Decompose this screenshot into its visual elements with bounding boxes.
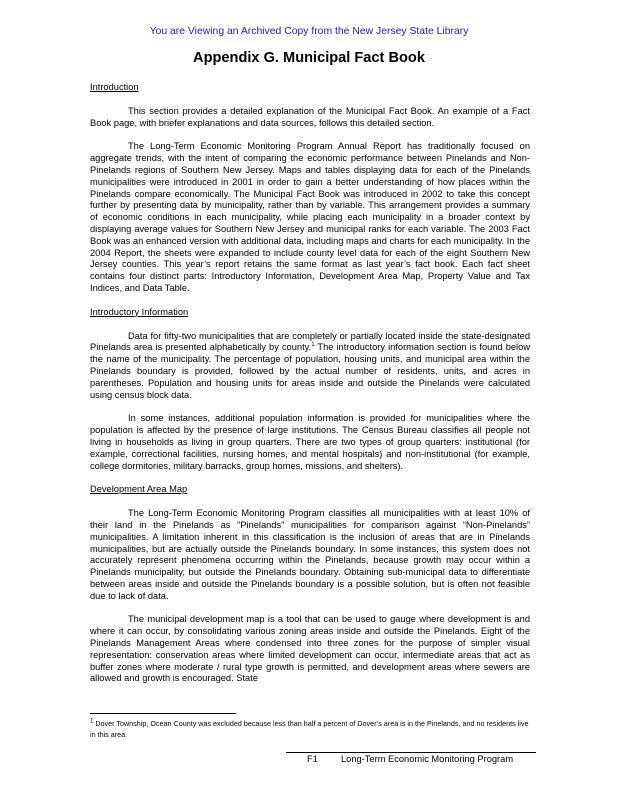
footer-program-name: Long-Term Economic Monitoring Program <box>341 754 514 764</box>
info-paragraph-2: In some instances, additional population information is provided for municipalities where the population is affected by the presence of large institutions. The Census Bureau classifies all people not living in households as living in group quarters. There are two types of group quarters: institutional (for example, correctional facilities, nursing homes, and mental hospitals) and non-institutional (for example, college dormitories, military barracks, group homes, missions, and shelters). <box>90 413 530 471</box>
footnote-reference: 1 <box>311 342 315 349</box>
footnote-mark: 1 <box>90 718 94 725</box>
section-heading-introduction: Introduction <box>90 82 139 92</box>
info-paragraph-1 <box>90 331 530 402</box>
intro-paragraph-2: The Long-Term Economic Monitoring Program Annual Report has traditionally focused on aggregate trends, with the intent of comparing the economic performance between Pinelands and Non-Pinelands regions of Southern New Jersey. Maps and tables displaying data for each of the Pinelands municipalities were introduced in 2001 in order to gain a better understanding of how places within the Pinelands compare economically. The Municipal Fact Book was introduced in 2002 to take this concept further by presenting data by municipality, rather than by variable. This arrangement provides a summary of economic conditions in each municipality, while placing each municipality in a broader context by displaying average values for Southern New Jersey and municipal ranks for each variable. The 2003 Fact Book was an enhanced version with additional data, including maps and charts for each municipality. In the 2004 Report, the sheets were expanded to include county level data for each of the eight Southern New Jersey counties. This year’s report retains the same format as last year’s fact book. Each fact sheet contains four distinct parts: Introductory Information, Development Area Map, Property Value and Tax Indices, and Data Table. <box>90 141 530 293</box>
page-title: Appendix G. Municipal Fact Book <box>193 50 425 66</box>
page-number: F1 <box>307 754 318 764</box>
section-heading-introductory-information: Introductory Information <box>90 306 189 317</box>
dev-paragraph-1: The Long-Term Economic Monitoring Program classifies all municipalities with at least 10% of their land in the Pinelands as “Pinelands” municipalities for comparison against “Non-Pinelands” municipalities. A limitation inherent in this classification is the inclusion of areas that are in Pinelands municipalities, but are actually outside the Pinelands boundary. In some instances, this system does not accurately represent phenomena occurring within the Pinelands, because growth may occur within a Pinelands municipality, but outside the Pinelands boundary. Obtaining sub-municipal data to differentiate between areas inside and outside the Pinelands boundary is a possible solution, but is often not feasible due to lack of data. <box>90 508 530 601</box>
footnote-text: Dover Township, Ocean County was excluded because less than half a percent of Dover’s area is in the Pinelands, and no residents live in this area. <box>90 719 529 739</box>
footnote-divider <box>90 713 236 714</box>
footnote <box>90 718 530 740</box>
document-body <box>90 82 530 685</box>
section-heading-development-area-map: Development Area Map <box>90 484 188 495</box>
archive-banner: You are Viewing an Archived Copy from the New Jersey State Library <box>149 26 469 37</box>
info-paragraph-1-start: Data for fifty-two municipalities that are completely or partially located inside the state-designated Pinelands area is presented alphabetically by county. <box>90 330 530 353</box>
footer-divider <box>286 752 536 753</box>
dev-paragraph-2: The municipal development map is a tool that can be used to gauge where development is and where it can occur, by consolidating various zoning areas inside and outside the Pinelands. Eight of the Pinelands Management Areas where condensed into three zones for the purpose of simpler visual representation: conservation areas where limited development can occur, intermediate areas that act as buffer zones where moderate / rural type growth is permitted, and development areas where sewers are allowed and growth is encouraged. State <box>90 614 530 684</box>
intro-paragraph-1: This section provides a detailed explanation of the Municipal Fact Book. An example of a Fact Book page, with briefer explanations and data sources, follows this detailed section. <box>90 105 530 128</box>
info-paragraph-1-rest: The introductory information section is found below the name of the municipality. The percentage of population, housing units, and municipal area within the Pinelands boundary is provided, followed by the actual number of residents, units, and acres in parentheses. Population and housing units for areas inside and outside the Pinelands were calculated using census block data. <box>90 342 530 400</box>
